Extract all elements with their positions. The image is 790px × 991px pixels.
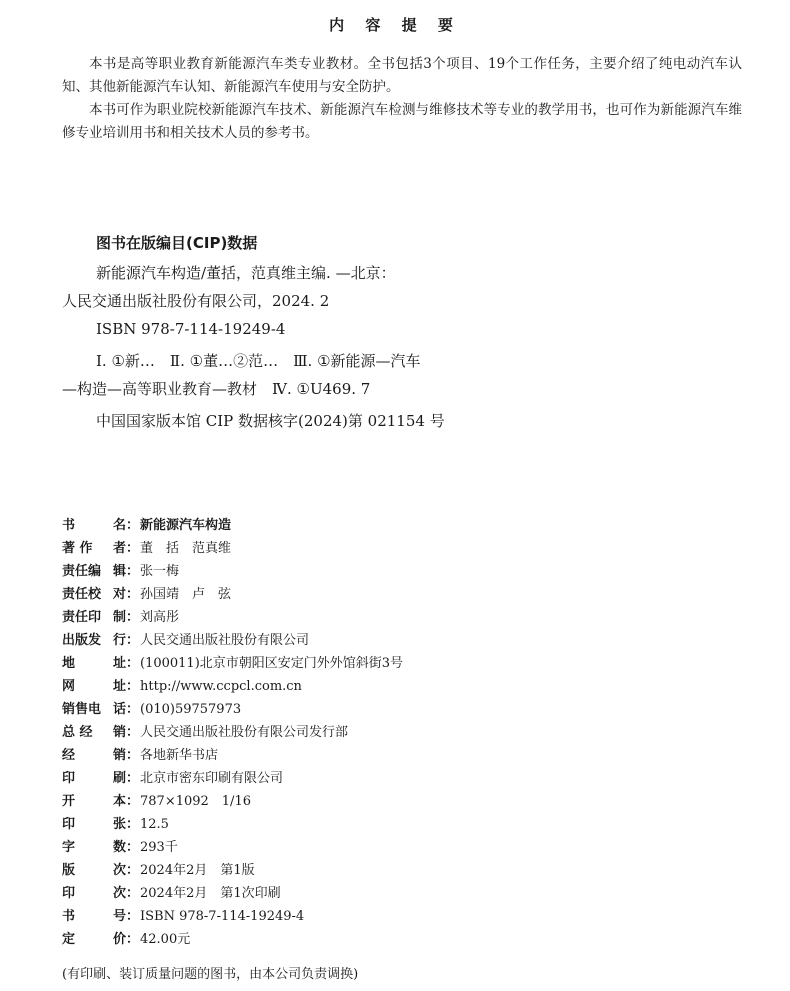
metadata-row	[62, 586, 403, 609]
metadata-label-end: 销	[112, 725, 126, 740]
cip-line-title: 新能源汽车构造/董括，范真维主编. —北京：	[96, 264, 396, 282]
publication-metadata	[62, 517, 403, 954]
cip-line-record-number: 中国国家版本馆 CIP 数据核字(2024)第 021154 号	[96, 412, 445, 430]
metadata-value: 人民交通出版社股份有限公司	[140, 633, 310, 648]
metadata-label-start: 印	[62, 817, 76, 832]
cip-heading: 图书在版编目(CIP)数据	[96, 234, 258, 252]
metadata-label	[62, 678, 126, 701]
metadata-row	[62, 678, 403, 701]
metadata-label-start: 责任校	[62, 587, 102, 602]
metadata-separator: ：	[126, 748, 140, 763]
metadata-value: 42.00元	[140, 932, 191, 947]
metadata-label-start: 责任印	[62, 610, 102, 625]
metadata-label-start: 出版发	[62, 633, 102, 648]
metadata-label	[62, 862, 126, 885]
metadata-label-start: 印	[62, 886, 76, 901]
metadata-separator: ：	[126, 702, 140, 717]
metadata-separator: ：	[126, 840, 140, 855]
metadata-label-start: 印	[62, 771, 76, 786]
metadata-row	[62, 816, 403, 839]
metadata-label-start: 总 经	[62, 725, 93, 740]
metadata-label-end: 址	[112, 656, 126, 671]
metadata-label-start: 网	[62, 679, 76, 694]
metadata-label	[62, 655, 126, 678]
metadata-label-end: 名	[112, 518, 126, 533]
metadata-row	[62, 793, 403, 816]
metadata-separator: ：	[126, 610, 140, 625]
metadata-label-end: 张	[112, 817, 126, 832]
metadata-label-start: 字	[62, 840, 76, 855]
metadata-label-start: 版	[62, 863, 76, 878]
metadata-row	[62, 655, 403, 678]
metadata-row	[62, 885, 403, 908]
metadata-label	[62, 632, 126, 655]
metadata-value: 2024年2月 第1次印刷	[140, 886, 281, 901]
cip-line-classification: Ⅰ. ①新… Ⅱ. ①董…②范… Ⅲ. ①新能源—汽车	[96, 352, 421, 370]
metadata-separator: ：	[126, 587, 140, 602]
metadata-label-start: 销售电	[62, 702, 102, 717]
metadata-row	[62, 770, 403, 793]
metadata-row	[62, 701, 403, 724]
metadata-label-start: 定	[62, 932, 76, 947]
metadata-separator: ：	[126, 541, 140, 556]
metadata-value: 北京市密东印刷有限公司	[140, 771, 284, 786]
metadata-separator: ：	[126, 794, 140, 809]
metadata-row	[62, 632, 403, 655]
metadata-separator: ：	[126, 518, 140, 533]
metadata-value: 人民交通出版社股份有限公司发行部	[140, 725, 349, 740]
metadata-separator: ：	[126, 725, 140, 740]
metadata-value: (010)59757973	[140, 702, 242, 717]
metadata-separator: ：	[126, 771, 140, 786]
metadata-value: 刘高彤	[140, 610, 180, 625]
metadata-label-end: 数	[112, 840, 126, 855]
metadata-label-end: 话	[112, 702, 126, 717]
metadata-row	[62, 609, 403, 632]
metadata-label-start: 书	[62, 909, 76, 924]
metadata-label-start: 经	[62, 748, 76, 763]
metadata-label-end: 制	[112, 610, 126, 625]
metadata-separator: ：	[126, 679, 140, 694]
metadata-label-start: 开	[62, 794, 76, 809]
metadata-value: 787×1092 1/16	[140, 794, 251, 809]
summary-paragraph-1: 本书是高等职业教育新能源汽车类专业教材。全书包括3个项目、19个工作任务，主要介绍了纯电动汽车认知、其他新能源汽车认知、新能源汽车使用与安全防护。	[62, 56, 742, 95]
metadata-row	[62, 931, 403, 954]
metadata-label	[62, 793, 126, 816]
metadata-row	[62, 540, 403, 563]
metadata-value: ISBN 978-7-114-19249-4	[140, 909, 305, 924]
metadata-separator: ：	[126, 564, 140, 579]
metadata-label	[62, 517, 126, 540]
metadata-separator: ：	[126, 863, 140, 878]
metadata-label-end: 者	[112, 541, 126, 556]
metadata-label-end: 址	[112, 679, 126, 694]
metadata-label	[62, 540, 126, 563]
metadata-label	[62, 563, 126, 586]
metadata-label-end: 次	[112, 886, 126, 901]
metadata-row	[62, 724, 403, 747]
metadata-row	[62, 517, 403, 540]
cip-line-classification-cont: —构造—高等职业教育—教材 Ⅳ. ①U469. 7	[62, 380, 371, 398]
metadata-separator: ：	[126, 909, 140, 924]
metadata-value: 12.5	[140, 817, 169, 832]
metadata-separator: ：	[126, 932, 140, 947]
metadata-label	[62, 701, 126, 724]
quality-notice: (有印刷、装订质量问题的图书，由本公司负责调换)	[62, 967, 359, 982]
metadata-label	[62, 839, 126, 862]
metadata-row	[62, 563, 403, 586]
metadata-label	[62, 770, 126, 793]
metadata-label-start: 书	[62, 518, 76, 533]
metadata-label	[62, 908, 126, 931]
metadata-label-end: 价	[112, 932, 126, 947]
metadata-label-end: 次	[112, 863, 126, 878]
metadata-value: 293千	[140, 840, 178, 855]
metadata-separator: ：	[126, 817, 140, 832]
metadata-label-end: 号	[112, 909, 126, 924]
metadata-value: 各地新华书店	[140, 748, 219, 763]
metadata-label-end: 销	[112, 748, 126, 763]
metadata-label-end: 行	[112, 633, 126, 648]
metadata-value: 董 括 范真维	[140, 541, 232, 556]
metadata-value: 新能源汽车构造	[140, 518, 232, 533]
metadata-label-start: 责任编	[62, 564, 102, 579]
metadata-label-start: 著 作	[62, 541, 93, 556]
summary-paragraph-2: 本书可作为职业院校新能源汽车技术、新能源汽车检测与维修技术等专业的教学用书，也可作为新能源汽车维修专业培训用书和相关技术人员的参考书。	[62, 102, 742, 141]
metadata-separator: ：	[126, 656, 140, 671]
metadata-label	[62, 586, 126, 609]
metadata-separator: ：	[126, 886, 140, 901]
metadata-label	[62, 816, 126, 839]
metadata-label-end: 对	[112, 587, 126, 602]
metadata-row	[62, 747, 403, 770]
metadata-row	[62, 862, 403, 885]
metadata-value: http://www.ccpcl.com.cn	[140, 679, 302, 694]
metadata-label-end: 本	[112, 794, 126, 809]
metadata-row	[62, 839, 403, 862]
summary-heading: 内 容 提 要	[329, 16, 461, 34]
metadata-label	[62, 885, 126, 908]
metadata-label	[62, 609, 126, 632]
metadata-label	[62, 724, 126, 747]
cip-line-isbn: ISBN 978-7-114-19249-4	[96, 320, 286, 338]
metadata-label-end: 刷	[112, 771, 126, 786]
metadata-row	[62, 908, 403, 931]
metadata-label-end: 辑	[112, 564, 126, 579]
metadata-separator: ：	[126, 633, 140, 648]
metadata-value: (100011)北京市朝阳区安定门外外馆斜街3号	[140, 656, 404, 671]
metadata-label-start: 地	[62, 656, 76, 671]
cip-line-publisher: 人民交通出版社股份有限公司，2024. 2	[62, 292, 330, 310]
metadata-value: 2024年2月 第1版	[140, 863, 255, 878]
metadata-label	[62, 747, 126, 770]
metadata-value: 孙国靖 卢 弦	[140, 587, 232, 602]
metadata-value: 张一梅	[140, 564, 180, 579]
metadata-label	[62, 931, 126, 954]
